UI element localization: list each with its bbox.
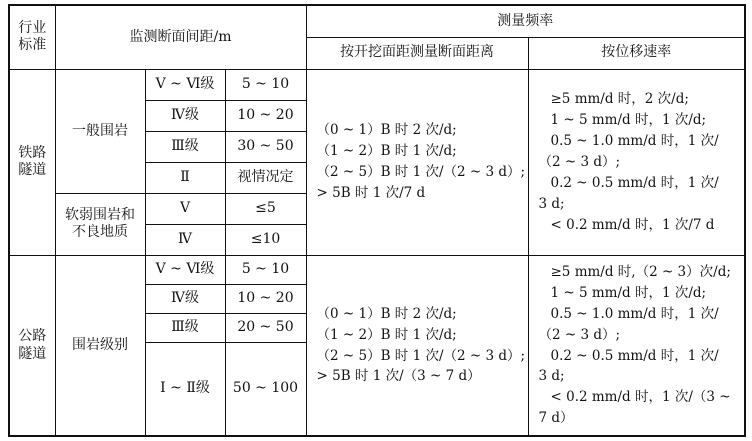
grade-cell: Ⅳ级 [145,285,225,314]
grade-cell: Ⅳ级 [145,100,225,131]
monitoring-frequency-table [8,4,746,437]
spacing-cell: 20 ~ 50 [225,314,306,343]
spacing-cell: ≤5 [225,193,306,224]
highway-rate-frequency: ≥5 mm/d 时,（2 ~ 3）次/d; 1 ~ 5 mm/d 时，1 次/d; 0.5 ~ 1.0 mm/d 时，1 次/ （2 ~ 3 d）; 0.2 ~ 0.5 mm/d 时，1 次/ 3 d; < 0.2 mm/d 时，1 次/（3 ~ 7 d） [528,256,745,437]
highway-group-grade: 围岩级别 [55,256,145,437]
spacing-cell: 5 ~ 10 [225,256,306,285]
grade-cell: Ⅳ [145,224,225,255]
industry-railway: 铁路 隧道 [9,69,55,255]
header-industry: 行业 标准 [9,5,55,69]
grade-cell: Ⅴ [145,193,225,224]
grade-cell: Ⅴ ~ Ⅵ级 [145,256,225,285]
railway-group-weak: 软弱围岩和 不良地质 [55,193,145,255]
railway-distance-frequency: （0 ~ 1）B 时 2 次/d; （1 ~ 2）B 时 1 次/d; （2 ~ 5）B 时 1 次/（2 ~ 3 d）; > 5B 时 1 次/7 d [306,69,528,255]
grade-cell: Ⅱ [145,162,225,193]
spacing-cell: 10 ~ 20 [225,285,306,314]
spacing-cell: 50 ~ 100 [225,343,306,436]
spacing-cell: 视情况定 [225,162,306,193]
grade-cell: Ⅴ ~ Ⅵ级 [145,69,225,100]
spacing-cell: 5 ~ 10 [225,69,306,100]
grade-cell: Ⅲ级 [145,314,225,343]
spacing-cell: 10 ~ 20 [225,100,306,131]
header-spacing: 监测断面间距/m [55,5,306,69]
industry-highway: 公路 隧道 [9,256,55,437]
header-frequency: 测量频率 [306,5,745,37]
spacing-cell: ≤10 [225,224,306,255]
header-by-distance: 按开挖面距测量断面距离 [306,37,528,69]
grade-cell: Ⅲ级 [145,131,225,162]
spacing-cell: 30 ~ 50 [225,131,306,162]
highway-distance-frequency: （0 ~ 1）B 时 2 次/d; （1 ~ 2）B 时 1 次/d; （2 ~ 5）B 时 1 次/（2 ~ 3 d）; > 5B 时 1 次/（3 ~ 7 d） [306,256,528,437]
header-by-rate: 按位移速率 [528,37,745,69]
railway-rate-frequency: ≥5 mm/d 时，2 次/d; 1 ~ 5 mm/d 时，1 次/d; 0.5 ~ 1.0 mm/d 时，1 次/ （2 ~ 3 d）; 0.2 ~ 0.5 mm/d 时，1 次/ 3 d; < 0.2 mm/d 时，1 次/7 d [528,69,745,255]
railway-group-general: 一般围岩 [55,69,145,193]
grade-cell: Ⅰ ~ Ⅱ级 [145,343,225,436]
